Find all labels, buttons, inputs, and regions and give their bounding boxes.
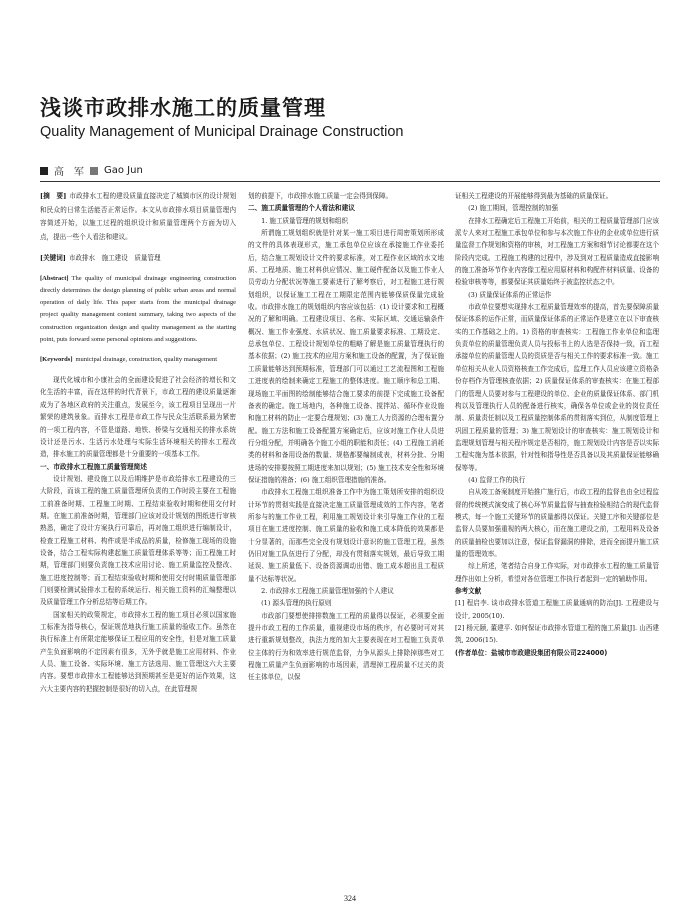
section-heading-2: 二、施工质量管理的个人看法和建议 (248, 204, 355, 213)
keywords-cn (40, 252, 236, 264)
author-name-cn: 高 军 (54, 167, 84, 178)
paragraph: 设计规划、建设施工以及后期维护是市政给排水工程建设的三大阶段，而该工程的施工质量管理所负责的工作时段主要在工程施工前准备时期、工程施工时期、工程结束验收时期和使用交付时期。在施工前准备时期，管理部门应该对设计规划的图纸进行审核熟悉，确定了设计方案执行可靠后，再对施工组织进行编制设计，检查工程施工材料、构件或是半成品的质量，检修施工现场的设施设备，结合工程实际构建起施工质量管理体系等等；而工程施工时期，管理部门则要负责施工技术应用讨论、施工质量监控及整改、施工进度控制等；而工程结束验收时期和使用交付时期质量管理部门则要检测试验排水工程的系统运行、相关施工资料的汇编整理以及质量管理工作分析总结等后期工作。 (40, 474, 236, 607)
grey-square-icon (90, 167, 98, 175)
keywords-en (40, 354, 236, 366)
paragraph: 所谓施工规划组织就是针对某一施工项目进行周密策划所形成的文件的具体表现形式，施工承包单位应该在承接施工作业委托后，结合施工规划设计文件的要求标准，对工程作业区域的水文地质、工程地质、施工材料供应情况、施工硬件配备以及施工作业人员劳动力分配状况等施工要素进行了解考察后，对工程施工进行规划组织，以保证施工工程在工期限定范围内能够保质保量完成验收。市政排水施工的规划组织内容应该包括：(1) 设计要求和工程概况的了解和明确。工程建设项目、名称、实际区域、交通运输条件概况、施工作业强度、水质状况、施工质量要求标准、工期设定、总承包单位、工程设计规划单位的粗略了解是施工质量管理执行的基本依据；(2) 施工技术的应用方案和施工设备的配置，为了保证施工质量能够达到预期标准，管理部门可以通过工艺流程图和工程施工进度表的绘制来确定工程施工的整体进度。施工顺序和总工期、现场施工平面图的绘制能够结合施工要求的前提下完成施工设备配备表的确定。施工场地内，各种施工设备、搅拌站、循环作业设施和施工材料的防止一定要合理规划；(3) 施工人力资源的合理布置分配。施工方法和施工设备配置方案确定后，应该对施工作业人员进行分组分配，并明确各个施工小组的职能和责任；(4) 工程施工消耗类的材料和备用设备的数量、规格都要编制成表，材料分批、分期进场的安排要按照工期进度来加以规划；(5) 施工技术安全性和环境保证措施的准备；(6) 施工组织管理措施的准备。 (248, 229, 444, 484)
author-affiliation: (作者单位：盐城市市政建设集团有限公司224000) (455, 648, 608, 657)
paper-title-en: Quality Management of Municipal Drainage Construction (40, 124, 404, 140)
paragraph: 自从竣工备案制度开始推广施行后，市政工程的监督也由全过程监督的传统模式演变成了核心环节质量监督与抽查检验相结合的现代监督模式，每一个施工关键环节的质量都得以保证。关键工序和关键部位是监督人员要加强重视的两大核心，而在施工建设之前，工程用料及设备的质量抽检也要加以注意，保证监督漏洞的排除，进而全面提升施工质量的管理效率。 (455, 488, 659, 558)
black-square-icon (40, 167, 48, 175)
intro-paragraph: 现代化城市和小康社会的全面建设促进了社会经济的增长和文化生活的丰富，而在这样的时代背景下，市政工程的建设质量逐渐成为了各地区政府的关注重点，发展至今，该工程项目呈现出一片繁荣的建筑景象。而排水工程是市政工作与民众生活联系最为紧密的一项工程内容，不管是道路、地铁、桥梁与交通相关的排水系统设计还是污水、生活污水处理与实际生活环境相关的排水工程改造，排水施工的质量管理都是十分重要的一项基本工作。 (40, 376, 236, 459)
keywords-cn-text: 市政排水 施工建设 质量管理 (68, 254, 161, 263)
paragraph: 市政排水工程施工组织准备工作中为施工策划所安排的组织设计环节的贯彻实践是直接决定施工质量管理成效的工作内容，笔者所参与的施工作业工程，利用施工规划设计来引导施工作业的工程项目在施工进度控制、施工质量的验收和施工成本降低的效果都是十分显著的，而那些完全没有规划设计意识的施工管理工程，虽然仍旧对施工队伍进行了分配，却没有贯彻落实规划，最后导致工期延误、施工质量低下、设备资源调动出错、施工成本超出且工程质量不达标等状况。 (248, 488, 444, 583)
author-line (40, 163, 143, 178)
paragraph: 综上所述，笔者结合自身工作实际，对市政排水工程的施工质量管理作出如上分析，希望对各位管理工作执行者起到一定的辅助作用。 (455, 562, 659, 583)
column-2 (248, 190, 444, 684)
abstract-en-text: The quality of municipal drainage engineering construction directly determines the design planning of public urban areas and normal operation of daily life. This paper starts from the municipal drainage project quality management content summary, taking two aspects of the construction organization design and quality management as the starting point, puts forward some personal opinions and suggestions. (40, 274, 236, 343)
subheading: (2) 施工期间，管理控制的加强 (468, 204, 559, 213)
author-name-en: Gao Jun (104, 165, 143, 176)
subheading: (4) 监督工作的执行 (468, 475, 526, 484)
paragraph: 市政部门要想使排排数施工工程的质量得以保证，必须要全面提升市政工程的工作质量，重视建设市场的秩序，有必要时可对其进行重新规划整改，执法力度的加大主要表现在对工程施工负责单位主体的行为和效率进行规范监督，力争从源头上排除掉那些对工程施工质量产生负面影响的市场因素，清理掉工程质量不过关的责任主体单位，以保 (248, 611, 444, 682)
column-3 (455, 190, 659, 659)
column-1 (40, 190, 236, 695)
abstract-en (40, 273, 236, 346)
keywords-en-label: [Keywords] (40, 355, 73, 363)
abstract-cn-label: [摘 要] (40, 192, 67, 200)
keywords-en-text: municipal drainage, construction, quality management (75, 355, 218, 363)
paragraph: 证相关工程建设的开展能够得到最为基础的质量保证。 (455, 192, 613, 200)
section-heading-1: 一、市政排水工程施工质量管理简述 (40, 462, 147, 471)
abstract-en-label: [Abstract] (40, 274, 69, 282)
page-number: 324 (344, 894, 356, 903)
subheading: (1) 源头管理的执行原则 (261, 599, 332, 608)
paragraph: 划的前提下，市政排水施工质量一定会得到保障。 (248, 192, 393, 200)
abstract-cn (40, 190, 236, 244)
subheading: 2. 市政排水工程施工质量管理加强的个人建议 (261, 587, 394, 595)
subheading: (3) 质量保证体系的正常运作 (468, 290, 552, 299)
paragraph: 市政单位要想实现排水工程质量管理效率的提高，首先要保障质量保证体系的运作正常，而质量保证体系的正常运作是建立在以下审查核实的工作基础之上的。1) 资格的审查核实：工程施工作业单位和监理负责单位的质量管理负责人员与投标书上的人选是否保持一致，而工程承接单位的质量管理人员的资质是否与相关工作的要求标准一致。施工单位相关从业人员资格核查工作完成后，监理工作人员应该建立资格条份存档作为管理核查依据；2) 质量保证体系的审查核实：在施工程部门的管理人员要对参与工程建设的单位、企业的质量保证体系、部门机构以及管理执行人员的配备进行核实，确保各单位或企业的岗位责任制、质量责任制以及工程质量控制体系的贯彻落实到位，从制度管理上巩固工程质量的管理；3) 施工规划设计的审查核实：施工规划设计和监理规划管理与相关程序规定是否相符，施工规划设计内容是否以实际工程实施为基本依据，针对性和指导性是否具备以及其质量保证能够确保等等。 (455, 303, 659, 472)
paragraph: 在排水工程确定后工程施工开始前，相关的工程质量管理部门应该派专人来对工程施工承包单位和参与本次施工作业的企业或单位进行质量监督工作规划和资格的审核，对工程施工方案和细节讨论都要在这个阶段内完成。工程施工构建的过程中，涉及到对工程质量造成直接影响的施工准备环节作业内容像工程应用原材料和构配件材料质量、设备的检验审核等等，都要保证其质量始终于被监控状态之中。 (455, 216, 659, 287)
paragraph: 国家相关的政策规定，市政排水工程的施工项目必须以国家施工标准为指导核心，保证规范地执行施工质量的验收工作。虽然在执行标准上有所限定能够保证工程应用的安全性，但是对施工质量产生负面影响的不定因素有很多，无外乎就是施工应用材料、作业人员、施工设备、实际环境、施工方法选用、施工管理这六大主要内容。要想市政排水工程能够达到预期甚至是更好的运作效果，这六大主要内容的把握控制是很好的切入点，在此管理规 (40, 610, 236, 693)
abstract-cn-text: 市政排水工程的建设质量直接决定了城镇市区的设计规划和民众的日常生活能否正常运作。本文从市政排水项目质量管理内容简述开始，以施工过程的组织设计和质量管理两个方面为切入点，提出一些个人看法和建议。 (40, 192, 236, 241)
header-rule (40, 181, 660, 182)
reference-item: [2] 杨元颐, 董建平. 如何保证市政排水管道工程的施工质量[J]. 山西建筑, 2006(15). (455, 624, 659, 645)
subheading: 1. 施工质量管理的规划和组织 (261, 216, 348, 225)
paper-title-cn: 浅谈市政排水施工的质量管理 (40, 96, 326, 120)
keywords-cn-label: [关键词] (40, 254, 66, 263)
reference-item: [1] 程启李. 谈市政排水管道工程施工质量通病的防治[J]. 工程建设与设计, 2005(10). (455, 599, 659, 620)
references-heading: 参考文献 (455, 587, 482, 595)
